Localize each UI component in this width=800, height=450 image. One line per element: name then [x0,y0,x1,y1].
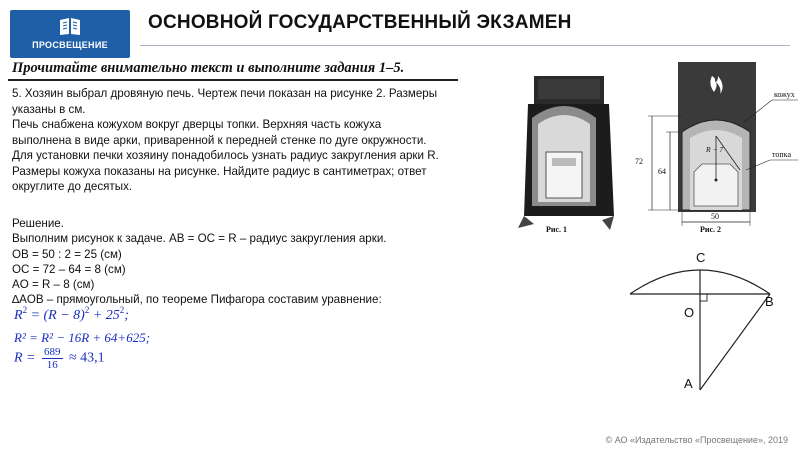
instruction-underline [8,79,458,81]
formula-part: + 25 [89,308,120,323]
formula-answer: ≈ 43,1 [69,350,105,366]
problem-line: 5. Хозяин выбрал дровяную печь. Чертеж печи показан на рисунке 2. Размеры [12,87,438,100]
problem-statement [12,86,512,195]
problem-line: округлите до десятых. [12,180,133,193]
stove-illustration [514,74,614,234]
formula-part: R = [14,350,36,366]
geometry-sketch [620,248,790,396]
label-topka: топка [772,150,791,159]
formula-equation [14,305,129,324]
label-r: R − 7 [706,145,724,154]
point-a-label: A [684,376,693,391]
fraction-denominator: 16 [46,359,58,371]
dimension-72: 72 [635,157,643,166]
page-title: ОСНОВНОЙ ГОСУДАРСТВЕННЫЙ ЭКЗАМЕН [148,12,572,33]
point-o-label: O [684,305,695,320]
instruction-heading: Прочитайте внимательно текст и выполните задания 1–5. [12,60,405,76]
exponent: 2 [84,305,90,315]
formula-part: R [14,308,23,323]
label-kozhukh: кожух [774,90,795,99]
publisher-logo [10,10,130,58]
solution-line: ∆AOB – прямоугольный, по теореме Пифагора составим уравнение: [12,293,382,307]
solution-line: Выполним рисунок к задаче. AB = OC = R – радиус закругления арки. [12,232,387,246]
copyright-footer: © АО «Издательство «Просвещение», 2019 [605,435,788,445]
book-icon [58,16,82,36]
stove-technical-drawing [632,60,800,236]
formula-part: = (R − 8) [27,308,85,323]
problem-line: указаны в см. [12,102,86,116]
exponent: 2 [22,305,28,315]
solution-line: Решение. [12,217,64,230]
formula-part: ; [124,308,129,323]
exponent: 2 [119,305,125,315]
point-c-label: C [696,250,706,265]
dimension-64: 64 [658,167,666,176]
logo-text: ПРОСВЕЩЕНИЕ [32,40,108,50]
formula-result [14,346,105,371]
figure2-caption: Рис. 2 [700,225,722,234]
solution-line: OB = 50 : 2 = 25 (см) [12,247,122,261]
problem-line: Размеры кожуха показаны на рисунке. Найдите радиус в сантиметрах; ответ [12,164,427,178]
fraction-numerator: 689 [44,346,61,358]
dimension-50: 50 [711,212,719,221]
solution-block [12,216,512,308]
solution-line: OC = 72 – 64 = 8 (см) [12,262,126,276]
figure1-caption: Рис. 1 [546,225,568,234]
problem-line: Для установки печки хозяину понадобилось узнать радиус закругления арки R. [12,149,439,162]
fraction [42,346,63,371]
problem-line: Печь снабжена кожухом вокруг дверцы топки. Верхняя часть кожуха [12,118,382,131]
point-b-label: B [765,294,774,309]
header-divider [140,45,790,46]
solution-line: AO = R – 8 (см) [12,278,95,292]
problem-line: выполнена в виде арки, приваренной к передней стенке по дуге окружности. [12,133,427,147]
formula-expanded: R² = R² − 16R + 64+625; [14,330,151,345]
